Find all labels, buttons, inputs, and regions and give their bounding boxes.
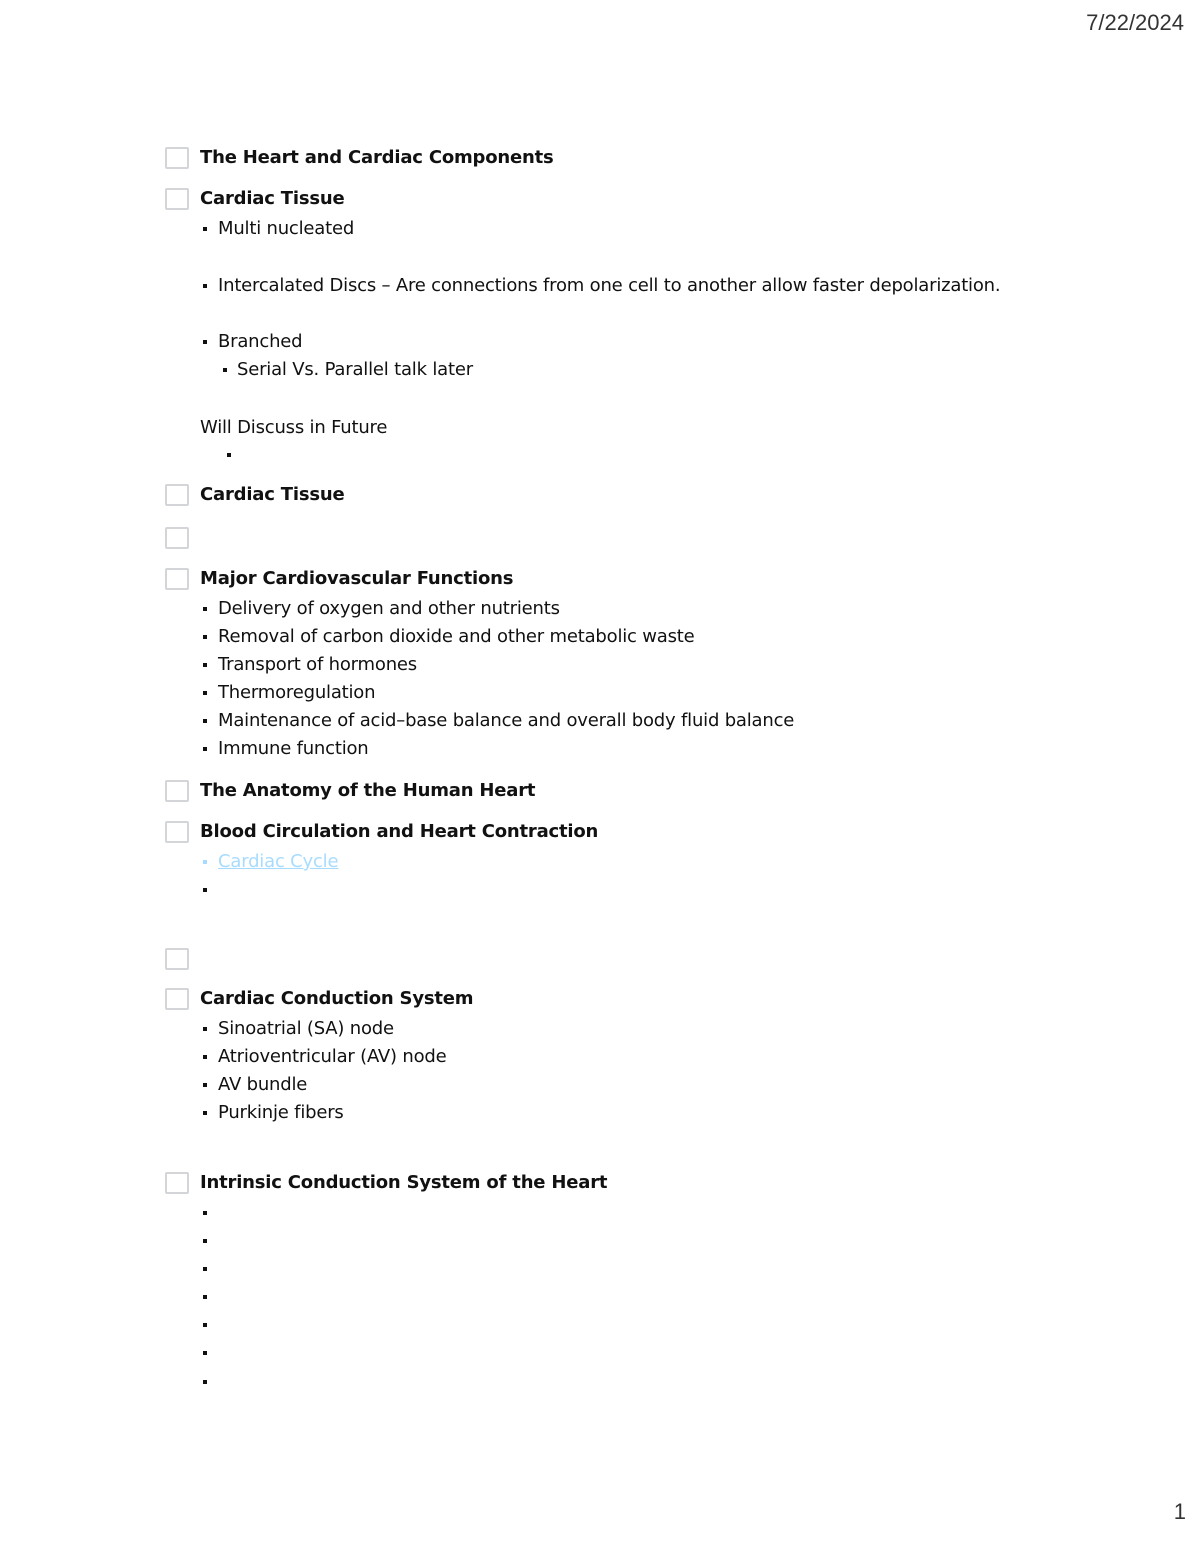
slide-thumbnail-checkbox[interactable] bbox=[165, 188, 189, 210]
bullet-icon bbox=[203, 1267, 207, 1271]
bullet-icon bbox=[203, 747, 207, 751]
slide-thumbnail-checkbox[interactable] bbox=[165, 568, 189, 590]
note-text: Thermoregulation bbox=[218, 682, 376, 703]
bullet-icon bbox=[203, 284, 207, 288]
bullet-icon bbox=[203, 1323, 207, 1327]
bullet-icon bbox=[223, 368, 227, 372]
note-text: Maintenance of acid–base balance and overall body fluid balance bbox=[218, 710, 795, 731]
slide-title: Intrinsic Conduction System of the Heart bbox=[200, 1172, 608, 1193]
note-bullet bbox=[218, 654, 417, 675]
bullet-icon bbox=[203, 719, 207, 723]
slide-thumbnail-checkbox[interactable] bbox=[165, 821, 189, 843]
bullet-icon bbox=[203, 1111, 207, 1115]
note-bullet bbox=[218, 1102, 344, 1123]
note-text: Immune function bbox=[218, 738, 369, 759]
slide-entry bbox=[0, 568, 1000, 592]
note-bullet bbox=[218, 331, 302, 352]
note-bullet bbox=[218, 626, 695, 647]
slide-entry bbox=[0, 527, 1000, 551]
slide-thumbnail-checkbox[interactable] bbox=[165, 147, 189, 169]
slide-title: Cardiac Tissue bbox=[200, 484, 345, 505]
bullet-icon bbox=[203, 1295, 207, 1299]
slide-entry bbox=[0, 188, 1000, 212]
slide-thumbnail-checkbox[interactable] bbox=[165, 1172, 189, 1194]
note-text: Delivery of oxygen and other nutrients bbox=[218, 598, 560, 619]
note-bullet bbox=[218, 598, 560, 619]
note-text: Will Discuss in Future bbox=[200, 417, 388, 438]
bullet-icon bbox=[203, 1055, 207, 1059]
note-bullet bbox=[218, 275, 1000, 296]
slide-title: Cardiac Conduction System bbox=[200, 988, 474, 1009]
bullet-icon bbox=[203, 635, 207, 639]
bullet-icon bbox=[227, 453, 231, 457]
slide-thumbnail-checkbox[interactable] bbox=[165, 527, 189, 549]
link-text[interactable]: Cardiac Cycle bbox=[218, 851, 339, 872]
note-bullet bbox=[218, 738, 369, 759]
note-text: Multi nucleated bbox=[218, 218, 355, 239]
slide-title: Cardiac Tissue bbox=[200, 188, 345, 209]
slide-thumbnail-checkbox[interactable] bbox=[165, 484, 189, 506]
slide-title: The Anatomy of the Human Heart bbox=[200, 780, 536, 801]
slide-thumbnail-checkbox[interactable] bbox=[165, 988, 189, 1010]
note-text: AV bundle bbox=[218, 1074, 308, 1095]
page-number: 1 bbox=[1173, 1499, 1186, 1524]
bullet-icon bbox=[203, 1083, 207, 1087]
slide-entry bbox=[0, 484, 1000, 508]
bullet-icon bbox=[203, 691, 207, 695]
slide-entry bbox=[0, 988, 1000, 1012]
slide-title: Major Cardiovascular Functions bbox=[200, 568, 514, 589]
bullet-icon bbox=[203, 227, 207, 231]
bullet-icon bbox=[203, 1380, 207, 1384]
note-text: Transport of hormones bbox=[218, 654, 417, 675]
note-text: Intercalated Discs – Are connections from one cell to another allow faster depolarization. bbox=[218, 275, 1001, 296]
note-bullet bbox=[218, 710, 794, 731]
note-text: Branched bbox=[218, 331, 303, 352]
bullet-icon bbox=[203, 1027, 207, 1031]
slide-entry bbox=[0, 780, 1000, 804]
bullet-icon bbox=[203, 1239, 207, 1243]
bullet-icon bbox=[203, 860, 207, 864]
note-text: Sinoatrial (SA) node bbox=[218, 1018, 394, 1039]
note-bullet bbox=[218, 1018, 394, 1039]
note-bullet bbox=[218, 1074, 307, 1095]
cardiac-cycle-link[interactable] bbox=[218, 851, 338, 872]
bullet-icon bbox=[203, 1351, 207, 1355]
slide-thumbnail-checkbox[interactable] bbox=[165, 948, 189, 970]
bullet-icon bbox=[203, 1211, 207, 1215]
slide-entry bbox=[0, 147, 1000, 171]
note-sub-bullet bbox=[237, 359, 473, 380]
slide-entry bbox=[0, 1172, 1000, 1196]
slide-thumbnail-checkbox[interactable] bbox=[165, 780, 189, 802]
slide-entry bbox=[0, 948, 1000, 972]
note-text: Serial Vs. Parallel talk later bbox=[237, 359, 473, 380]
bullet-icon bbox=[203, 607, 207, 611]
slide-entry bbox=[0, 821, 1000, 845]
note-bullet bbox=[218, 218, 354, 239]
slide-title: Blood Circulation and Heart Contraction bbox=[200, 821, 599, 842]
note-text: Removal of carbon dioxide and other metabolic waste bbox=[218, 626, 695, 647]
note-bullet bbox=[218, 682, 375, 703]
bullet-icon bbox=[203, 340, 207, 344]
print-date: 7/22/2024 bbox=[1086, 10, 1184, 35]
note-bullet bbox=[218, 1046, 446, 1067]
slide-title: The Heart and Cardiac Components bbox=[200, 147, 554, 168]
bullet-icon bbox=[203, 888, 207, 892]
note-text: Purkinje fibers bbox=[218, 1102, 344, 1123]
note-text: Atrioventricular (AV) node bbox=[218, 1046, 447, 1067]
bullet-icon bbox=[203, 663, 207, 667]
